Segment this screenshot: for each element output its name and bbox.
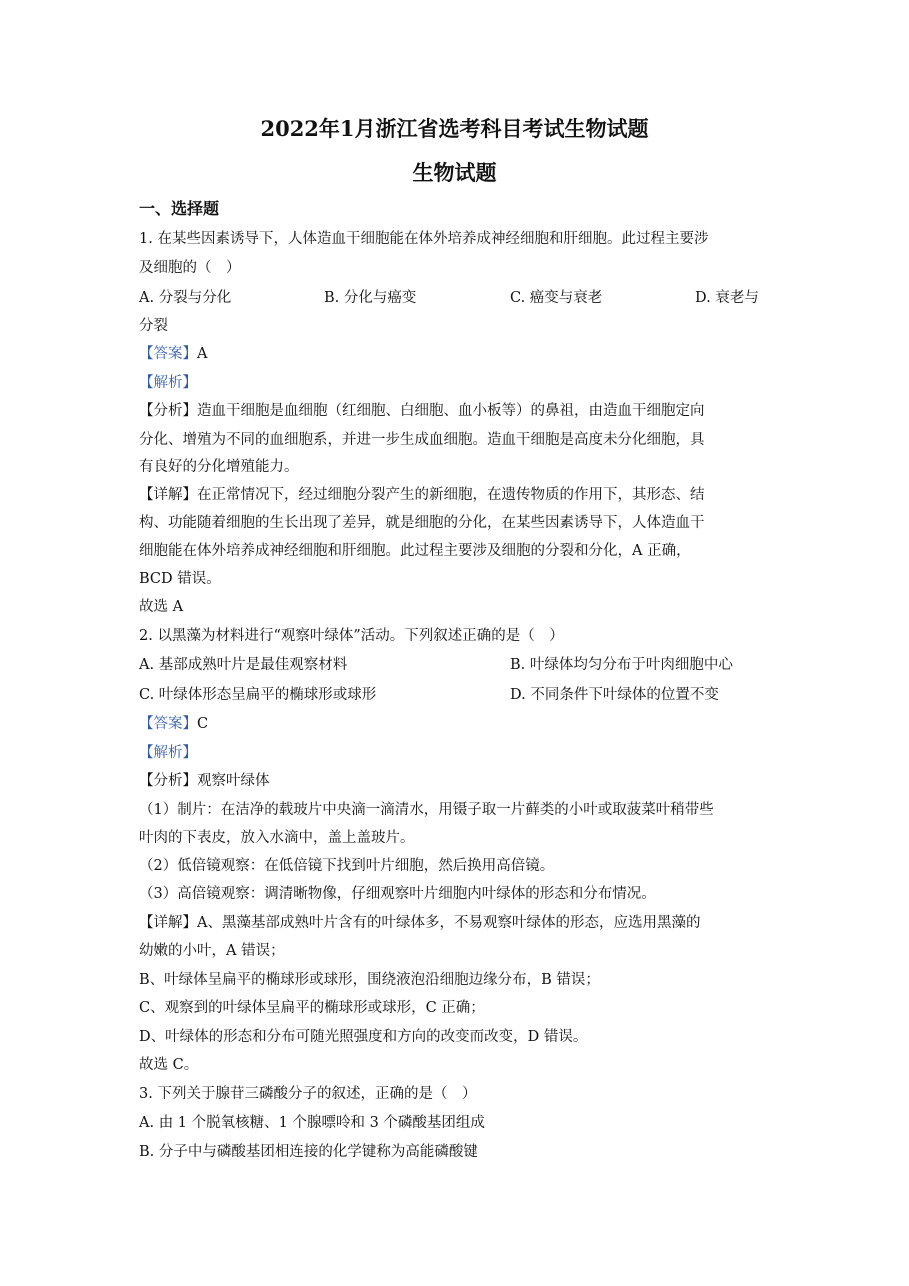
xiangjie-tag: 【详解】 [139, 915, 197, 931]
answer-tag: 【答案】 [139, 346, 197, 362]
q2-conclusion: 故选 C。 [139, 1057, 199, 1073]
q2-option-a: A. 基部成熟叶片是最佳观察材料 [139, 657, 348, 673]
q1-option-a: A. 分裂与分化 [139, 290, 232, 306]
q1-xiangjie-line4: BCD 错误。 [139, 571, 221, 587]
xiangjie-tag: 【详解】 [139, 487, 197, 503]
q2-step1-line2: 叶肉的下表皮，放入水滴中，盖上盖玻片。 [139, 830, 415, 846]
answer-tag: 【答案】 [139, 716, 197, 732]
q1-fenxi-line1 [139, 401, 705, 421]
q1-xiangjie-line1 [139, 485, 705, 505]
fenxi-text: 观察叶绿体 [197, 773, 270, 789]
fenxi-text: 造血干细胞是血细胞（红细胞、白细胞、血小板等）的鼻祖，由造血干细胞定向 [197, 403, 705, 419]
q2-answer [139, 714, 208, 734]
q2-stem: 2. 以黑藻为材料进行“观察叶绿体”活动。下列叙述正确的是（ ） [139, 628, 564, 644]
q1-analysis-tag: 【解析】 [139, 375, 197, 391]
q1-fenxi-line3: 有良好的分化增殖能力。 [139, 459, 299, 475]
q2-step2: （2）低倍镜观察：在低倍镜下找到叶片细胞，然后换用高倍镜。 [139, 858, 555, 874]
answer-value: C [197, 716, 209, 732]
answer-value: A [197, 346, 208, 362]
q2-option-c: C. 叶绿体形态呈扁平的椭球形或球形 [139, 687, 377, 703]
xiangjie-text: A、黑藻基部成熟叶片含有的叶绿体多，不易观察叶绿体的形态，应选用黑藻的 [197, 915, 701, 931]
q2-xiangjie-line1 [139, 913, 700, 933]
q1-answer [139, 344, 207, 364]
q1-conclusion: 故选 A [139, 599, 184, 615]
q2-line-b: B、叶绿体呈扁平的椭球形或球形，围绕液泡沿细胞边缘分布，B 错误； [139, 972, 600, 988]
q3-option-b: B. 分子中与磷酸基团相连接的化学键称为高能磷酸键 [139, 1144, 478, 1160]
q1-xiangjie-line2: 构、功能随着细胞的生长出现了差异，就是细胞的分化，在某些因素诱导下，人体造血干 [139, 515, 705, 531]
q2-fenxi [139, 771, 270, 791]
q1-option-d-continued: 分裂 [139, 318, 168, 334]
section-heading: 一、选择题 [139, 199, 220, 218]
q2-step3: （3）高倍镜观察：调清晰物像，仔细观察叶片细胞内叶绿体的形态和分布情况。 [139, 886, 656, 902]
q2-line-d: D、叶绿体的形态和分布可随光照强度和方向的改变而改变，D 错误。 [139, 1029, 588, 1045]
q1-stem-line2: 及细胞的（ ） [139, 260, 241, 276]
q2-xiangjie-line2: 幼嫩的小叶，A 错误； [139, 943, 285, 959]
q2-option-d: D. 不同条件下叶绿体的位置不变 [510, 687, 719, 703]
fenxi-tag: 【分析】 [139, 403, 197, 419]
q2-step1-line1: （1）制片：在洁净的载玻片中央滴一滴清水，用镊子取一片藓类的小叶或取菠菜叶稍带些 [139, 802, 714, 818]
page-title: 2022年1月浙江省选考科目考试生物试题 [260, 116, 649, 141]
q1-xiangjie-line3: 细胞能在体外培养成神经细胞和肝细胞。此过程主要涉及细胞的分裂和分化，A 正确， [139, 543, 691, 559]
q3-stem: 3. 下列关于腺苷三磷酸分子的叙述，正确的是（ ） [139, 1086, 477, 1102]
q2-option-b: B. 叶绿体均匀分布于叶肉细胞中心 [510, 657, 733, 673]
q1-fenxi-line2: 分化、增殖为不同的血细胞系，并进一步生成血细胞。造血干细胞是高度未分化细胞，具 [139, 432, 705, 448]
q1-option-b: B. 分化与癌变 [324, 290, 417, 306]
page-subtitle: 生物试题 [412, 160, 497, 185]
q1-option-c: C. 癌变与衰老 [510, 290, 603, 306]
fenxi-tag: 【分析】 [139, 773, 197, 789]
q3-option-a: A. 由 1 个脱氧核糖、1 个腺嘌呤和 3 个磷酸基团组成 [139, 1115, 485, 1131]
q2-analysis-tag: 【解析】 [139, 745, 197, 761]
q1-stem-line1: 1. 在某些因素诱导下，人体造血干细胞能在体外培养成神经细胞和肝细胞。此过程主要涉 [139, 231, 709, 247]
q1-option-d: D. 衰老与 [695, 290, 759, 306]
q2-line-c: C、观察到的叶绿体呈扁平的椭球形或球形，C 正确； [139, 1000, 485, 1016]
xiangjie-text: 在正常情况下，经过细胞分裂产生的新细胞，在遗传物质的作用下，其形态、结 [197, 487, 705, 503]
